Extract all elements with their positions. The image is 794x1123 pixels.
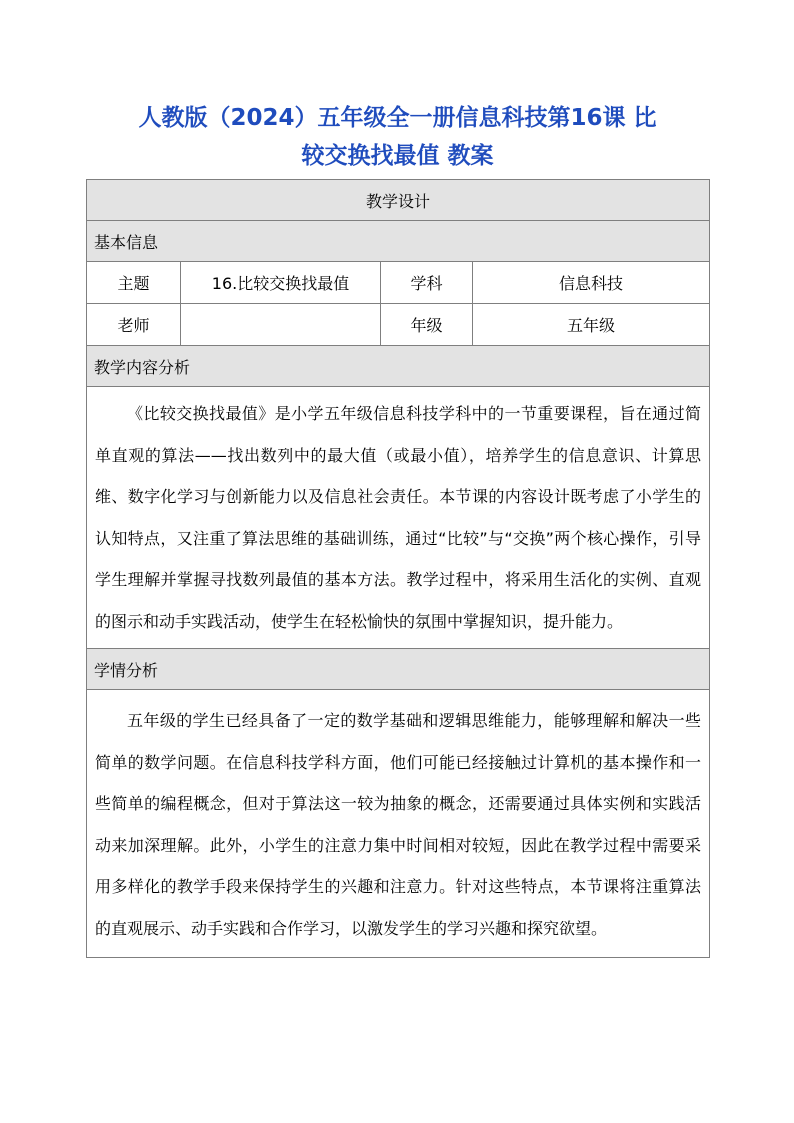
document-title <box>86 99 709 175</box>
teacher-label: 老师 <box>87 304 181 346</box>
content-analysis-heading: 教学内容分析 <box>87 346 710 387</box>
grade-label: 年级 <box>381 304 473 346</box>
learner-analysis-text: 五年级的学生已经具备了一定的数学基础和逻辑思维能力，能够理解和解决一些简单的数学问题。在信息科技学科方面，他们可能已经接触过计算机的基本操作和一些简单的编程概念，但对于算法这一较为抽象的概念，还需要通过具体实例和实践活动来加深理解。此外，小学生的注意力集中时间相对较短，因此在教学过程中需要采用多样化的教学手段来保持学生的兴趣和注意力。针对这些特点，本节课将注重算法的直观展示、动手实践和合作学习，以激发学生的学习兴趣和探究欲望。 <box>87 690 710 958</box>
basic-info-heading: 基本信息 <box>87 221 710 262</box>
subject-label: 学科 <box>381 262 473 304</box>
teaching-design-header: 教学设计 <box>87 180 710 221</box>
title-line-2: 较交换找最值 教案 <box>301 143 494 169</box>
grade-value: 五年级 <box>473 304 710 346</box>
topic-value: 16.比较交换找最值 <box>181 262 381 304</box>
content-analysis-text: 《比较交换找最值》是小学五年级信息科技学科中的一节重要课程，旨在通过简单直观的算法——找出数列中的最大值（或最小值），培养学生的信息意识、计算思维、数字化学习与创新能力以及信息社会责任。本节课的内容设计既考虑了小学生的认知特点，又注重了算法思维的基础训练，通过“比较”与“交换”两个核心操作，引导学生理解并掌握寻找数列最值的基本方法。教学过程中，将采用生活化的实例、直观的图示和动手实践活动，使学生在轻松愉快的氛围中掌握知识，提升能力。 <box>87 387 710 649</box>
learner-analysis-heading: 学情分析 <box>87 649 710 690</box>
lesson-plan-table <box>86 179 710 958</box>
title-line-1: 人教版（2024）五年级全一册信息科技第16课 比 <box>138 105 657 131</box>
subject-value: 信息科技 <box>473 262 710 304</box>
teacher-value <box>181 304 381 346</box>
topic-label: 主题 <box>87 262 181 304</box>
